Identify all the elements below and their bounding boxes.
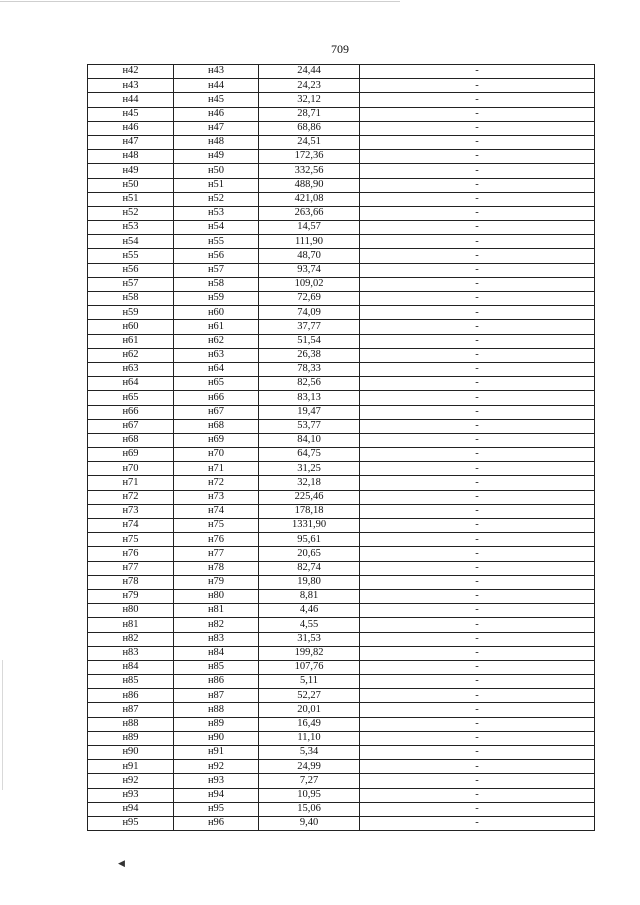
to-point-cell: н60 xyxy=(174,306,259,320)
table-row xyxy=(88,334,595,348)
note-cell: - xyxy=(360,235,595,249)
table-row xyxy=(88,604,595,618)
note-cell: - xyxy=(360,178,595,192)
length-cell: 52,27 xyxy=(259,689,360,703)
length-cell: 5,11 xyxy=(259,675,360,689)
to-point-cell: н78 xyxy=(174,561,259,575)
to-point-cell: н57 xyxy=(174,263,259,277)
length-cell: 31,53 xyxy=(259,632,360,646)
scan-edge-mark xyxy=(2,660,3,790)
length-cell: 28,71 xyxy=(259,107,360,121)
from-point-cell: н72 xyxy=(88,490,174,504)
note-cell: - xyxy=(360,802,595,816)
to-point-cell: н81 xyxy=(174,604,259,618)
table-row xyxy=(88,348,595,362)
length-cell: 488,90 xyxy=(259,178,360,192)
to-point-cell: н44 xyxy=(174,79,259,93)
table-row xyxy=(88,575,595,589)
to-point-cell: н74 xyxy=(174,504,259,518)
length-cell: 199,82 xyxy=(259,646,360,660)
to-point-cell: н94 xyxy=(174,788,259,802)
to-point-cell: н76 xyxy=(174,533,259,547)
from-point-cell: н58 xyxy=(88,292,174,306)
table-row xyxy=(88,362,595,376)
to-point-cell: н46 xyxy=(174,107,259,121)
table-row xyxy=(88,774,595,788)
table-row xyxy=(88,206,595,220)
note-cell: - xyxy=(360,348,595,362)
table-row xyxy=(88,306,595,320)
to-point-cell: н79 xyxy=(174,575,259,589)
length-cell: 24,99 xyxy=(259,760,360,774)
from-point-cell: н49 xyxy=(88,164,174,178)
note-cell: - xyxy=(360,689,595,703)
from-point-cell: н63 xyxy=(88,362,174,376)
length-cell: 78,33 xyxy=(259,362,360,376)
table-row xyxy=(88,405,595,419)
table-row xyxy=(88,192,595,206)
from-point-cell: н88 xyxy=(88,717,174,731)
table-row xyxy=(88,519,595,533)
length-cell: 8,81 xyxy=(259,589,360,603)
length-cell: 16,49 xyxy=(259,717,360,731)
to-point-cell: н54 xyxy=(174,221,259,235)
length-cell: 172,36 xyxy=(259,150,360,164)
length-cell: 84,10 xyxy=(259,433,360,447)
from-point-cell: н69 xyxy=(88,448,174,462)
from-point-cell: н67 xyxy=(88,419,174,433)
from-point-cell: н57 xyxy=(88,277,174,291)
note-cell: - xyxy=(360,816,595,830)
from-point-cell: н47 xyxy=(88,135,174,149)
note-cell: - xyxy=(360,433,595,447)
note-cell: - xyxy=(360,320,595,334)
from-point-cell: н44 xyxy=(88,93,174,107)
from-point-cell: н51 xyxy=(88,192,174,206)
length-cell: 332,56 xyxy=(259,164,360,178)
table-row xyxy=(88,731,595,745)
table-row xyxy=(88,235,595,249)
to-point-cell: н73 xyxy=(174,490,259,504)
from-point-cell: н46 xyxy=(88,121,174,135)
length-cell: 178,18 xyxy=(259,504,360,518)
length-cell: 111,90 xyxy=(259,235,360,249)
note-cell: - xyxy=(360,675,595,689)
table-row xyxy=(88,646,595,660)
length-cell: 48,70 xyxy=(259,249,360,263)
note-cell: - xyxy=(360,646,595,660)
from-point-cell: н73 xyxy=(88,504,174,518)
table-row xyxy=(88,816,595,830)
from-point-cell: н48 xyxy=(88,150,174,164)
to-point-cell: н75 xyxy=(174,519,259,533)
length-cell: 37,77 xyxy=(259,320,360,334)
table-row xyxy=(88,675,595,689)
length-cell: 68,86 xyxy=(259,121,360,135)
to-point-cell: н53 xyxy=(174,206,259,220)
length-cell: 31,25 xyxy=(259,462,360,476)
length-cell: 32,18 xyxy=(259,476,360,490)
table-row xyxy=(88,746,595,760)
note-cell: - xyxy=(360,192,595,206)
note-cell: - xyxy=(360,760,595,774)
table-row xyxy=(88,561,595,575)
length-cell: 74,09 xyxy=(259,306,360,320)
note-cell: - xyxy=(360,263,595,277)
scan-mark-icon: ◀ xyxy=(118,858,125,868)
length-cell: 83,13 xyxy=(259,391,360,405)
table-row xyxy=(88,121,595,135)
to-point-cell: н95 xyxy=(174,802,259,816)
note-cell: - xyxy=(360,504,595,518)
table-row xyxy=(88,65,595,79)
from-point-cell: н53 xyxy=(88,221,174,235)
from-point-cell: н86 xyxy=(88,689,174,703)
note-cell: - xyxy=(360,589,595,603)
to-point-cell: н86 xyxy=(174,675,259,689)
table-row xyxy=(88,788,595,802)
to-point-cell: н72 xyxy=(174,476,259,490)
note-cell: - xyxy=(360,362,595,376)
to-point-cell: н43 xyxy=(174,65,259,79)
table-row xyxy=(88,178,595,192)
to-point-cell: н85 xyxy=(174,660,259,674)
note-cell: - xyxy=(360,703,595,717)
to-point-cell: н70 xyxy=(174,448,259,462)
table-row xyxy=(88,391,595,405)
from-point-cell: н85 xyxy=(88,675,174,689)
from-point-cell: н59 xyxy=(88,306,174,320)
table-row xyxy=(88,660,595,674)
note-cell: - xyxy=(360,277,595,291)
length-cell: 93,74 xyxy=(259,263,360,277)
length-cell: 24,44 xyxy=(259,65,360,79)
note-cell: - xyxy=(360,405,595,419)
length-cell: 9,40 xyxy=(259,816,360,830)
from-point-cell: н50 xyxy=(88,178,174,192)
to-point-cell: н90 xyxy=(174,731,259,745)
to-point-cell: н83 xyxy=(174,632,259,646)
length-cell: 19,80 xyxy=(259,575,360,589)
from-point-cell: н52 xyxy=(88,206,174,220)
table-row xyxy=(88,476,595,490)
from-point-cell: н68 xyxy=(88,433,174,447)
from-point-cell: н60 xyxy=(88,320,174,334)
page-number: 709 xyxy=(331,42,349,56)
to-point-cell: н50 xyxy=(174,164,259,178)
from-point-cell: н62 xyxy=(88,348,174,362)
table-row xyxy=(88,802,595,816)
length-cell: 4,55 xyxy=(259,618,360,632)
table-row xyxy=(88,533,595,547)
to-point-cell: н96 xyxy=(174,816,259,830)
from-point-cell: н80 xyxy=(88,604,174,618)
from-point-cell: н79 xyxy=(88,589,174,603)
from-point-cell: н76 xyxy=(88,547,174,561)
to-point-cell: н84 xyxy=(174,646,259,660)
from-point-cell: н89 xyxy=(88,731,174,745)
note-cell: - xyxy=(360,519,595,533)
table-row xyxy=(88,433,595,447)
table-row xyxy=(88,93,595,107)
to-point-cell: н87 xyxy=(174,689,259,703)
note-cell: - xyxy=(360,65,595,79)
to-point-cell: н58 xyxy=(174,277,259,291)
table-row xyxy=(88,263,595,277)
to-point-cell: н49 xyxy=(174,150,259,164)
from-point-cell: н61 xyxy=(88,334,174,348)
length-cell: 82,56 xyxy=(259,377,360,391)
to-point-cell: н77 xyxy=(174,547,259,561)
length-cell: 14,57 xyxy=(259,221,360,235)
to-point-cell: н47 xyxy=(174,121,259,135)
to-point-cell: н71 xyxy=(174,462,259,476)
table-row xyxy=(88,107,595,121)
from-point-cell: н45 xyxy=(88,107,174,121)
from-point-cell: н95 xyxy=(88,816,174,830)
note-cell: - xyxy=(360,490,595,504)
table-row xyxy=(88,249,595,263)
table-row xyxy=(88,448,595,462)
to-point-cell: н45 xyxy=(174,93,259,107)
table-row xyxy=(88,717,595,731)
to-point-cell: н51 xyxy=(174,178,259,192)
table-row xyxy=(88,292,595,306)
length-cell: 11,10 xyxy=(259,731,360,745)
length-cell: 20,65 xyxy=(259,547,360,561)
note-cell: - xyxy=(360,448,595,462)
note-cell: - xyxy=(360,107,595,121)
table-row xyxy=(88,135,595,149)
table-body xyxy=(88,65,595,831)
to-point-cell: н82 xyxy=(174,618,259,632)
length-cell: 1331,90 xyxy=(259,519,360,533)
note-cell: - xyxy=(360,306,595,320)
from-point-cell: н71 xyxy=(88,476,174,490)
table-row xyxy=(88,150,595,164)
length-cell: 7,27 xyxy=(259,774,360,788)
from-point-cell: н77 xyxy=(88,561,174,575)
table-row xyxy=(88,462,595,476)
to-point-cell: н56 xyxy=(174,249,259,263)
from-point-cell: н94 xyxy=(88,802,174,816)
from-point-cell: н65 xyxy=(88,391,174,405)
table-row xyxy=(88,589,595,603)
from-point-cell: н92 xyxy=(88,774,174,788)
note-cell: - xyxy=(360,774,595,788)
to-point-cell: н66 xyxy=(174,391,259,405)
from-point-cell: н54 xyxy=(88,235,174,249)
note-cell: - xyxy=(360,93,595,107)
note-cell: - xyxy=(360,717,595,731)
length-cell: 26,38 xyxy=(259,348,360,362)
table-row xyxy=(88,79,595,93)
length-cell: 72,69 xyxy=(259,292,360,306)
from-point-cell: н83 xyxy=(88,646,174,660)
table-row xyxy=(88,320,595,334)
length-cell: 263,66 xyxy=(259,206,360,220)
from-point-cell: н70 xyxy=(88,462,174,476)
to-point-cell: н61 xyxy=(174,320,259,334)
from-point-cell: н74 xyxy=(88,519,174,533)
table-row xyxy=(88,164,595,178)
note-cell: - xyxy=(360,632,595,646)
from-point-cell: н55 xyxy=(88,249,174,263)
length-cell: 82,74 xyxy=(259,561,360,575)
note-cell: - xyxy=(360,150,595,164)
note-cell: - xyxy=(360,206,595,220)
to-point-cell: н91 xyxy=(174,746,259,760)
length-cell: 64,75 xyxy=(259,448,360,462)
note-cell: - xyxy=(360,575,595,589)
note-cell: - xyxy=(360,604,595,618)
length-cell: 95,61 xyxy=(259,533,360,547)
table-row xyxy=(88,547,595,561)
table-row xyxy=(88,618,595,632)
from-point-cell: н43 xyxy=(88,79,174,93)
length-cell: 15,06 xyxy=(259,802,360,816)
from-point-cell: н84 xyxy=(88,660,174,674)
note-cell: - xyxy=(360,334,595,348)
note-cell: - xyxy=(360,476,595,490)
from-point-cell: н78 xyxy=(88,575,174,589)
from-point-cell: н90 xyxy=(88,746,174,760)
from-point-cell: н82 xyxy=(88,632,174,646)
length-cell: 20,01 xyxy=(259,703,360,717)
note-cell: - xyxy=(360,533,595,547)
length-cell: 109,02 xyxy=(259,277,360,291)
note-cell: - xyxy=(360,731,595,745)
length-cell: 4,46 xyxy=(259,604,360,618)
table-row xyxy=(88,703,595,717)
note-cell: - xyxy=(360,79,595,93)
length-cell: 53,77 xyxy=(259,419,360,433)
length-cell: 107,76 xyxy=(259,660,360,674)
note-cell: - xyxy=(360,391,595,405)
note-cell: - xyxy=(360,249,595,263)
to-point-cell: н69 xyxy=(174,433,259,447)
to-point-cell: н67 xyxy=(174,405,259,419)
to-point-cell: н55 xyxy=(174,235,259,249)
to-point-cell: н65 xyxy=(174,377,259,391)
to-point-cell: н93 xyxy=(174,774,259,788)
note-cell: - xyxy=(360,660,595,674)
to-point-cell: н62 xyxy=(174,334,259,348)
from-point-cell: н42 xyxy=(88,65,174,79)
note-cell: - xyxy=(360,462,595,476)
to-point-cell: н52 xyxy=(174,192,259,206)
note-cell: - xyxy=(360,121,595,135)
from-point-cell: н64 xyxy=(88,377,174,391)
from-point-cell: н75 xyxy=(88,533,174,547)
note-cell: - xyxy=(360,419,595,433)
length-cell: 51,54 xyxy=(259,334,360,348)
note-cell: - xyxy=(360,561,595,575)
length-cell: 24,23 xyxy=(259,79,360,93)
note-cell: - xyxy=(360,221,595,235)
scan-artifact-line xyxy=(0,1,400,2)
from-point-cell: н93 xyxy=(88,788,174,802)
length-cell: 10,95 xyxy=(259,788,360,802)
note-cell: - xyxy=(360,377,595,391)
table-row xyxy=(88,221,595,235)
note-cell: - xyxy=(360,292,595,306)
length-cell: 24,51 xyxy=(259,135,360,149)
from-point-cell: н66 xyxy=(88,405,174,419)
length-cell: 19,47 xyxy=(259,405,360,419)
table-row xyxy=(88,277,595,291)
boundary-segments-table xyxy=(87,64,595,831)
note-cell: - xyxy=(360,547,595,561)
from-point-cell: н87 xyxy=(88,703,174,717)
length-cell: 421,08 xyxy=(259,192,360,206)
note-cell: - xyxy=(360,135,595,149)
from-point-cell: н81 xyxy=(88,618,174,632)
note-cell: - xyxy=(360,164,595,178)
table-row xyxy=(88,377,595,391)
to-point-cell: н64 xyxy=(174,362,259,376)
table-row xyxy=(88,632,595,646)
to-point-cell: н88 xyxy=(174,703,259,717)
to-point-cell: н92 xyxy=(174,760,259,774)
table-row xyxy=(88,689,595,703)
from-point-cell: н91 xyxy=(88,760,174,774)
length-cell: 5,34 xyxy=(259,746,360,760)
to-point-cell: н80 xyxy=(174,589,259,603)
length-cell: 225,46 xyxy=(259,490,360,504)
to-point-cell: н63 xyxy=(174,348,259,362)
to-point-cell: н89 xyxy=(174,717,259,731)
from-point-cell: н56 xyxy=(88,263,174,277)
to-point-cell: н48 xyxy=(174,135,259,149)
note-cell: - xyxy=(360,746,595,760)
to-point-cell: н59 xyxy=(174,292,259,306)
table-row xyxy=(88,419,595,433)
table-row xyxy=(88,490,595,504)
to-point-cell: н68 xyxy=(174,419,259,433)
length-cell: 32,12 xyxy=(259,93,360,107)
note-cell: - xyxy=(360,788,595,802)
note-cell: - xyxy=(360,618,595,632)
table-row xyxy=(88,504,595,518)
table-row xyxy=(88,760,595,774)
